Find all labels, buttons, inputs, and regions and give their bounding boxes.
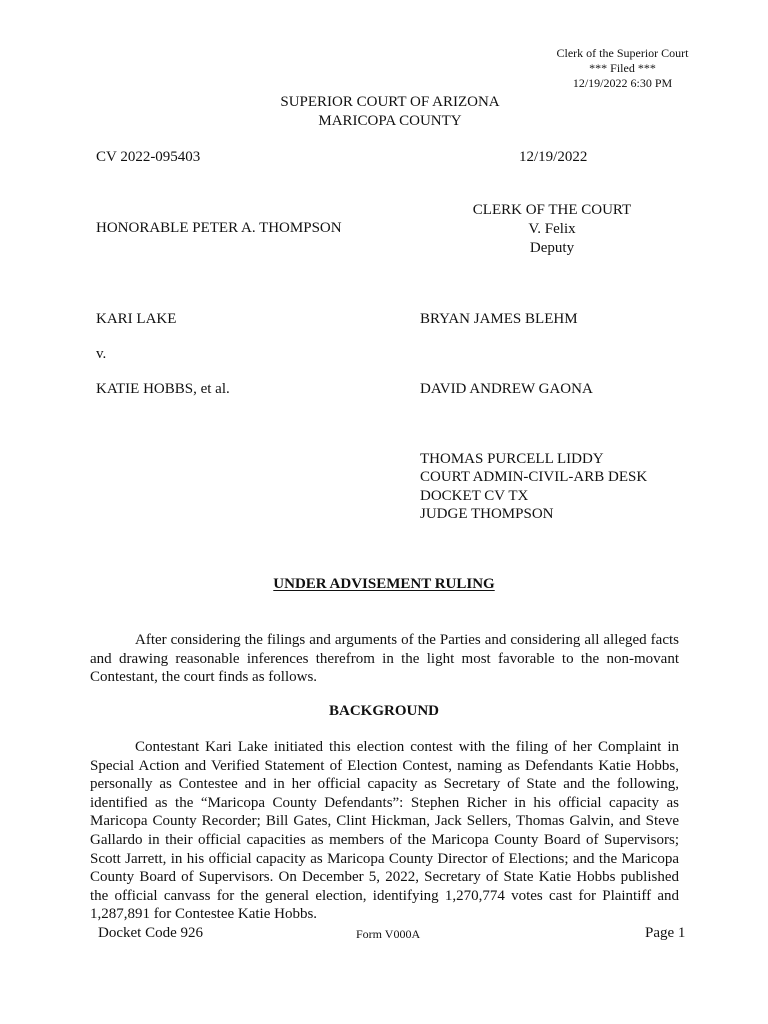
case-number: CV 2022-095403 [96,149,201,165]
versus-label: v. [96,346,107,362]
court-name: SUPERIOR COURT OF ARIZONA [280,94,500,110]
clerk-name: V. Felix [528,221,576,237]
case-date: 12/19/2022 [519,149,588,165]
distribution-item: THOMAS PURCELL LIDDY [420,451,604,467]
defendant-name: KATIE HOBBS, et al. [96,381,230,397]
form-code: Form V000A [356,927,421,941]
distribution-item: COURT ADMIN-CIVIL-ARB DESK [420,469,648,486]
ruling-title [0,576,768,593]
docket-code: Docket Code 926 [98,925,203,941]
filing-stamp [540,46,705,91]
background-paragraph-text: Contestant Kari Lake initiated this election contest with the filing of her Complaint in Special Action and Verified Statement of Election Contest, naming as Defendants Katie Hobbs, personally as Contestee and in her official capacity as Secretary of State and the following, identified as the “Maricopa County Defendants”: Stephen Richer in his official capacity as Maricopa County Recorder; Bill Gates, Clint Hickman, Jack Sellers, Thomas Galvin, and Steve Gallardo in their official capacities as members of the Maricopa County Board of Supervisors; Scott Jarrett, in his official capacity as Maricopa County Director of Elections; and the Maricopa County Board of Supervisors. On December 5, 2022, Secretary of State Katie Hobbs published the official canvass for the general election, identifying 1,270,774 votes cast for Plaintiff and 1,287,891 for Contestee Katie Hobbs. [90,739,679,923]
background-heading-text: BACKGROUND [328,703,439,719]
court-header [0,93,768,131]
clerk-title: CLERK OF THE COURT [472,202,632,218]
plaintiff-name: KARI LAKE [96,311,177,327]
stamp-clerk-line: Clerk of the Superior Court [556,46,689,60]
clerk-block [452,201,652,258]
intro-paragraph [90,631,679,687]
stamp-datetime-line: 12/19/2022 6:30 PM [572,76,673,90]
background-heading [0,703,768,720]
distribution-item: DOCKET CV TX [420,487,529,504]
defendant-attorney: DAVID ANDREW GAONA [420,381,593,397]
judge-name: HONORABLE PETER A. THOMPSON [96,220,342,236]
stamp-filed-line: *** Filed *** [589,61,656,75]
court-county: MARICOPA COUNTY [318,113,462,129]
distribution-item: JUDGE THOMPSON [420,505,554,522]
clerk-role: Deputy [529,240,575,256]
ruling-title-text: UNDER ADVISEMENT RULING [273,576,495,592]
page-number: Page 1 [645,925,686,941]
distribution-list [420,450,647,523]
intro-paragraph-text: After considering the filings and arguments of the Parties and considering all alleged facts and drawing reasonable inferences therefrom in the light most favorable to the non-movant Contestant, the court finds as follows. [90,632,679,686]
background-paragraph [90,738,679,924]
plaintiff-attorney: BRYAN JAMES BLEHM [420,311,578,327]
